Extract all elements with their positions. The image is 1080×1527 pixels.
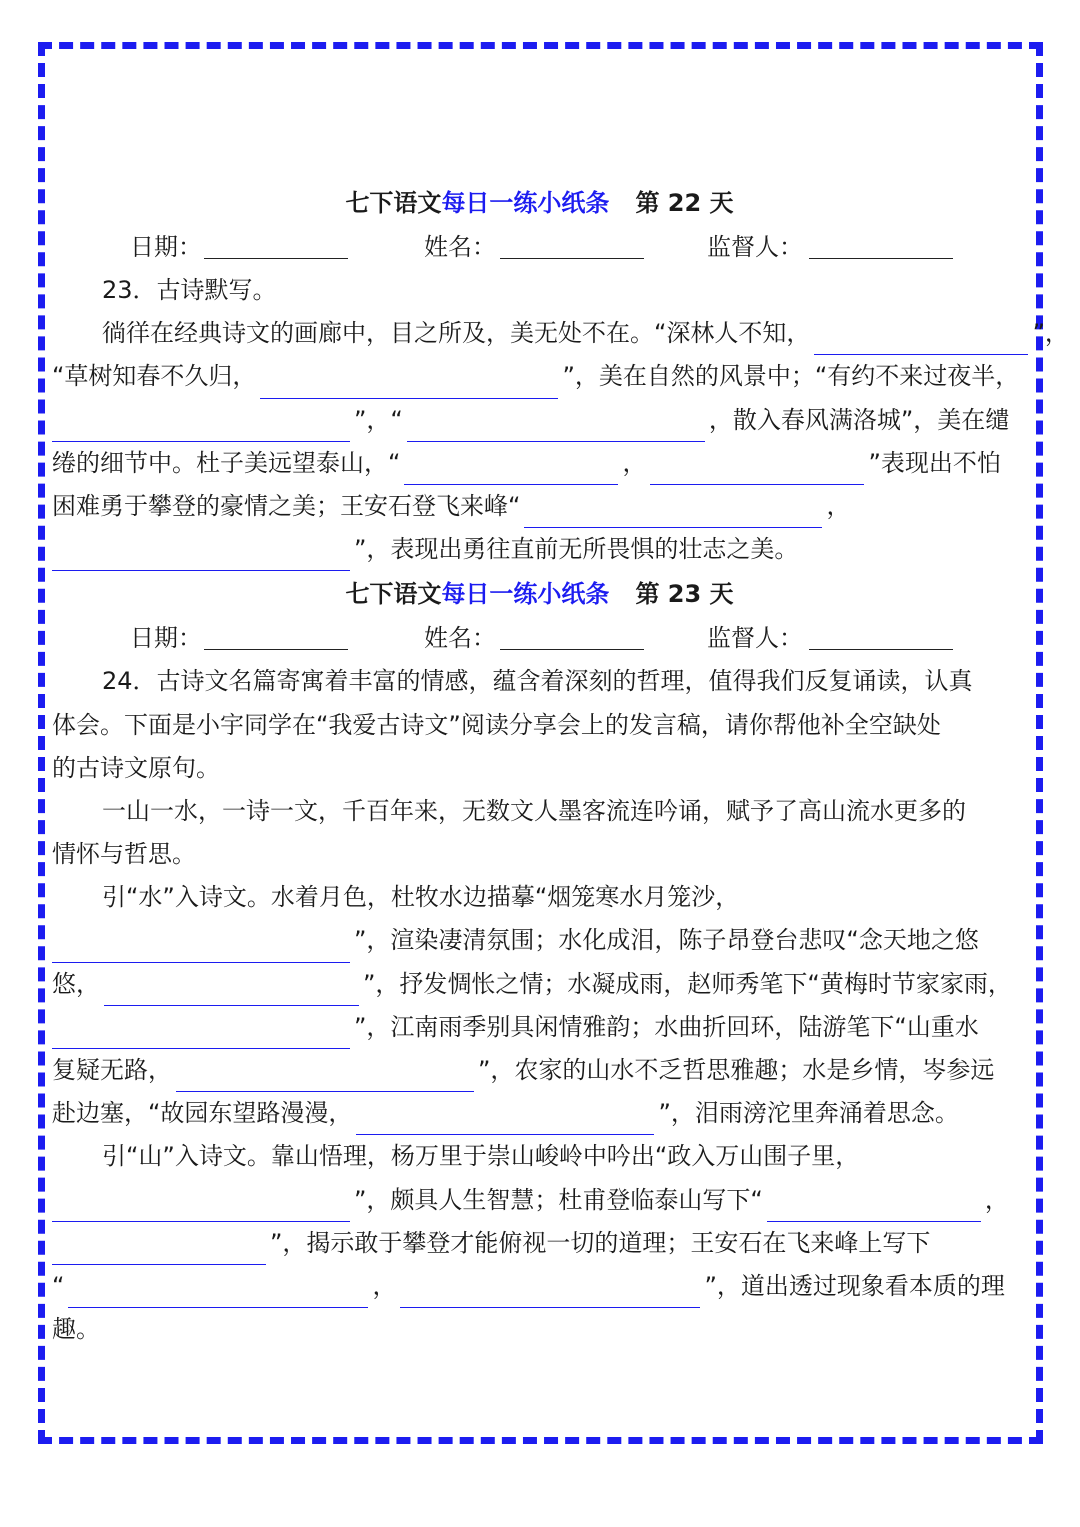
blank[interactable] xyxy=(176,1061,474,1092)
blank[interactable] xyxy=(524,497,822,528)
text: ”，农家的山水不乏哲思雅趣；水是乡情，岑参远 xyxy=(478,1056,995,1084)
blank[interactable] xyxy=(814,324,1028,355)
blank[interactable] xyxy=(68,1277,368,1308)
text: ，散入春风满洛城”，美在缱 xyxy=(708,405,1010,434)
worksheet xyxy=(52,180,1069,1351)
name-label: 姓名： xyxy=(424,624,496,653)
day22-title xyxy=(52,180,1027,226)
blank[interactable] xyxy=(260,368,558,399)
text: “ xyxy=(52,1271,65,1300)
supervisor-field[interactable] xyxy=(809,258,953,259)
text: ”，表现出勇往直前无所畏惧的壮志之美。 xyxy=(354,535,799,564)
blank[interactable] xyxy=(52,540,350,571)
text: ”表现出不怕 xyxy=(868,448,1001,477)
text: ”，揭示敢于攀登才能俯视一切的道理；王安石在飞来峰上写下 xyxy=(270,1228,931,1257)
day23-meta-row xyxy=(52,617,1027,660)
blank[interactable] xyxy=(400,1277,700,1308)
text-line xyxy=(52,1092,1027,1135)
title-day: 第 22 天 xyxy=(635,189,734,217)
blank[interactable] xyxy=(52,1018,350,1049)
day22-meta-row xyxy=(52,226,1027,269)
title-highlight: 每日一练小纸条 xyxy=(441,189,610,217)
name-field[interactable] xyxy=(500,649,644,650)
date-label: 日期： xyxy=(130,233,202,261)
supervisor-label: 监督人： xyxy=(707,233,803,261)
text-line xyxy=(52,1049,1027,1092)
name-field[interactable] xyxy=(500,258,644,259)
text: 绻的细节中。杜子美远望泰山，“ xyxy=(52,448,401,477)
blank[interactable] xyxy=(356,1104,654,1135)
blank[interactable] xyxy=(104,975,359,1006)
text: ”， xyxy=(1032,319,1069,348)
title-prefix: 七下语文 xyxy=(345,580,442,609)
text-line: 的古诗文原句。 xyxy=(52,753,220,782)
blank[interactable] xyxy=(52,411,350,442)
text-line xyxy=(52,1006,1027,1049)
text-line xyxy=(52,442,1027,485)
title-prefix: 七下语文 xyxy=(345,189,442,217)
text-line xyxy=(52,355,1027,398)
date-label: 日期： xyxy=(130,624,202,653)
text: ， xyxy=(826,491,851,520)
blank[interactable] xyxy=(52,1234,266,1265)
title-highlight: 每日一练小纸条 xyxy=(441,580,610,609)
text-line: 引“水”入诗文。水着月色，杜牧水边描摹“烟笼寒水月笼沙， xyxy=(102,883,740,912)
blank[interactable] xyxy=(52,1191,350,1222)
text: 悠， xyxy=(52,969,100,998)
supervisor-field[interactable] xyxy=(809,649,953,650)
title-day: 第 23 天 xyxy=(635,580,734,609)
text: 复疑无路， xyxy=(52,1056,172,1084)
blank[interactable] xyxy=(404,454,618,485)
text: ”，泪雨滂沱里奔涌着思念。 xyxy=(658,1099,959,1128)
text: 赴边塞，“故园东望路漫漫， xyxy=(52,1099,353,1128)
blank[interactable] xyxy=(52,932,350,963)
text-line: 引“山”入诗文。靠山悟理，杨万里于崇山峻岭中吟出“政入万山围子里， xyxy=(102,1142,860,1171)
text: ”，“ xyxy=(354,405,403,434)
text: ”，渲染凄清氛围；水化成泪，陈子昂登台悲叹“念天地之悠 xyxy=(354,926,979,955)
text: “草树知春不久归， xyxy=(52,362,257,391)
text-line xyxy=(52,312,1069,355)
blank[interactable] xyxy=(650,454,864,485)
text: ”，道出透过现象看本质的理 xyxy=(704,1271,1005,1300)
text: ”，江南雨季别具闲情雅韵；水曲折回环，陆游笔下“山重水 xyxy=(354,1012,979,1041)
blank[interactable] xyxy=(767,1191,981,1222)
blank[interactable] xyxy=(407,411,705,442)
supervisor-label: 监督人： xyxy=(707,624,803,653)
text-line xyxy=(52,919,1027,962)
text-line xyxy=(52,528,1027,571)
text: ”，颇具人生智慧；杜甫登临泰山写下“ xyxy=(354,1185,763,1214)
date-field[interactable] xyxy=(204,649,348,650)
text: 困难勇于攀登的豪情之美；王安石登飞来峰“ xyxy=(52,491,521,520)
text-line: 情怀与哲思。 xyxy=(52,840,196,869)
text-line xyxy=(52,963,1027,1006)
question-24: 24．古诗文名篇寄寓着丰富的情感，蕴含着深刻的哲理，值得我们反复诵读，认真 xyxy=(102,667,973,696)
question-23: 23．古诗默写。 xyxy=(102,276,277,304)
text: ， xyxy=(372,1271,397,1300)
name-label: 姓名： xyxy=(424,233,496,261)
text-line xyxy=(52,1179,1027,1222)
text-line xyxy=(52,1265,1027,1308)
day23-title xyxy=(52,571,1027,617)
text-line: 趣。 xyxy=(52,1315,100,1344)
text-line xyxy=(52,399,1027,442)
date-field[interactable] xyxy=(204,258,348,259)
text: ”，美在自然的风景中；“有约不来过夜半， xyxy=(562,362,1020,391)
text-line: 体会。下面是小宇同学在“我爱古诗文”阅读分享会上的发言稿，请你帮他补全空缺处 xyxy=(52,710,941,739)
text-line: 一山一水，一诗一文，千百年来，无数文人墨客流连吟诵，赋予了高山流水更多的 xyxy=(102,796,966,825)
text: ， xyxy=(984,1185,1009,1214)
text: 徜徉在经典诗文的画廊中，目之所及，美无处不在。“深林人不知， xyxy=(102,319,811,348)
text: ”，抒发惆怅之情；水凝成雨，赵师秀笔下“黄梅时节家家雨， xyxy=(363,969,1012,998)
text-line xyxy=(52,1222,1027,1265)
text: ， xyxy=(622,448,647,477)
text-line xyxy=(52,485,1027,528)
